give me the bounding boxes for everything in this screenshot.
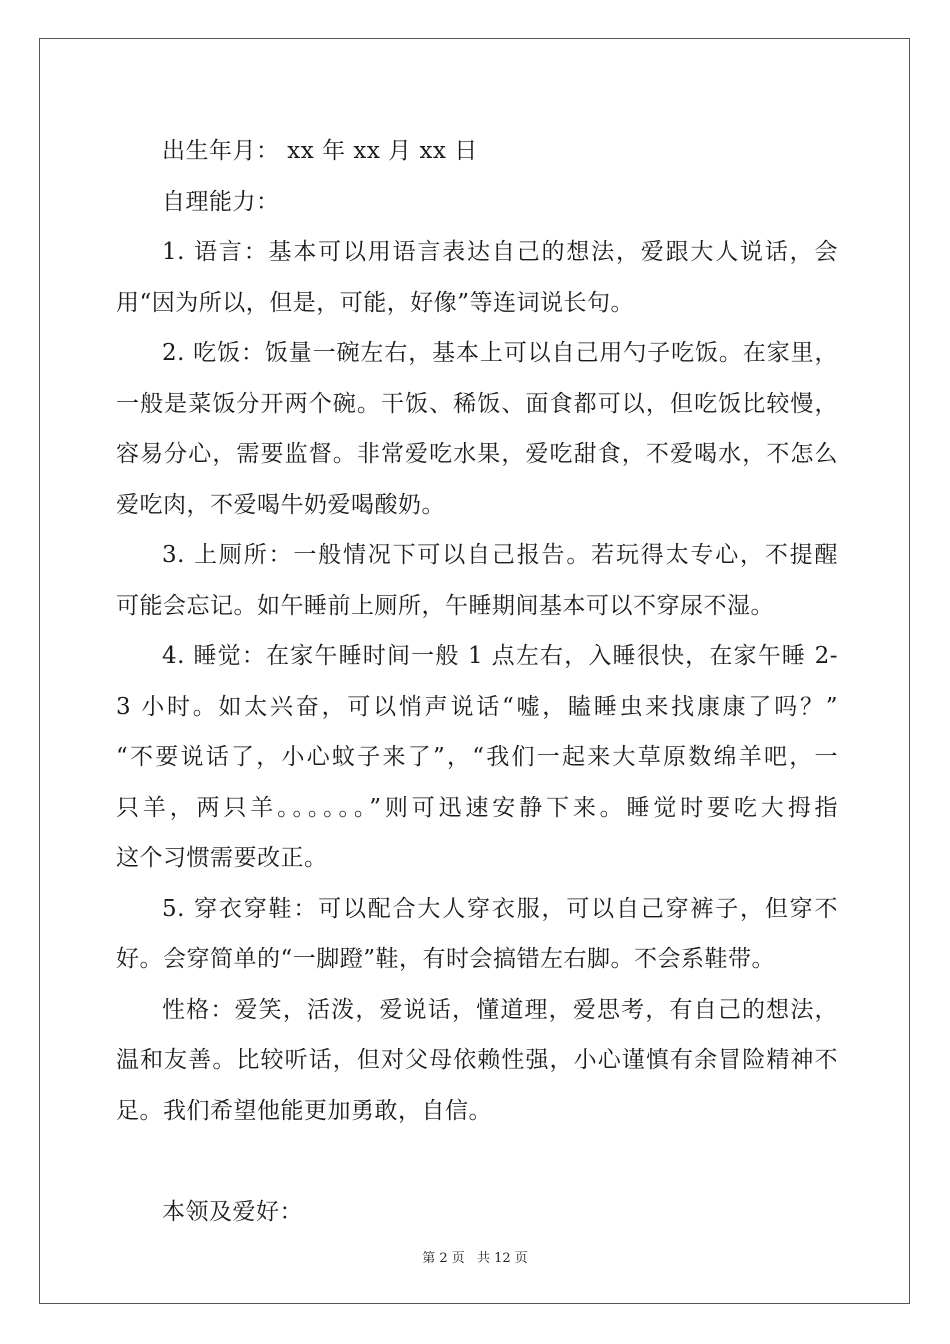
text-line: 这个习惯需要改正。 (116, 845, 328, 871)
text-line: 只羊，两只羊。。。。。。”则可迅速安静下来。睡觉时要吃大拇指 (116, 794, 838, 821)
text-line: 爱吃肉，不爱喝牛奶爱喝酸奶。 (116, 491, 445, 518)
text-line: 好。会穿简单的“一脚蹬”鞋，有时会搞错左右脚。不会系鞋带。 (116, 946, 776, 972)
page-total: 共 12 页 (476, 1251, 528, 1266)
text-line: 1. 语言：基本可以用语言表达自己的想法，爱跟大人说话，会 (162, 239, 838, 265)
text-line: 温和友善。比较听话，但对父母依赖性强，小心谨慎有余冒险精神不 (116, 1047, 838, 1073)
text-line: 容易分心，需要监督。非常爱吃水果，爱吃甜食，不爱喝水，不怎么 (116, 441, 838, 467)
document-body (116, 126, 838, 1237)
text-line: 本领及爱好： (162, 1198, 303, 1225)
text-line: 2. 吃饭：饭量一碗左右，基本上可以自己用勺子吃饭。在家里， (162, 340, 838, 366)
text-line: 足。我们希望他能更加勇敢，自信。 (116, 1097, 492, 1124)
page-footer (0, 1247, 950, 1266)
text-line: 3. 上厕所：一般情况下可以自己报告。若玩得太专心，不提醒 (162, 542, 838, 568)
text-line (116, 1136, 838, 1187)
text-line: 3 小时。如太兴奋，可以悄声说话“嘘，瞌睡虫来找康康了吗？” (116, 693, 838, 720)
text-line: 出生年月： xx 年 xx 月 xx 日 (162, 138, 478, 164)
text-line: 用“因为所以，但是，可能，好像”等连词说长句。 (116, 289, 635, 316)
text-line: 一般是菜饭分开两个碗。干饭、稀饭、面食都可以，但吃饭比较慢， (116, 390, 838, 417)
text-line: 性格：爱笑，活泼，爱说话，懂道理，爱思考，有自己的想法， (162, 996, 838, 1023)
page-number: 第 2 页 (422, 1251, 465, 1266)
text-line: 5. 穿衣穿鞋：可以配合大人穿衣服，可以自己穿裤子，但穿不 (162, 895, 838, 922)
text-line: 4. 睡觉：在家午睡时间一般 1 点左右，入睡很快，在家午睡 2- (162, 643, 838, 669)
text-line: 可能会忘记。如午睡前上厕所，午睡期间基本可以不穿尿不湿。 (116, 592, 774, 619)
text-line: 自理能力： (162, 188, 280, 215)
text-line: “不要说话了，小心蚊子来了”，“我们一起来大草原数绵羊吧，一 (116, 744, 838, 770)
